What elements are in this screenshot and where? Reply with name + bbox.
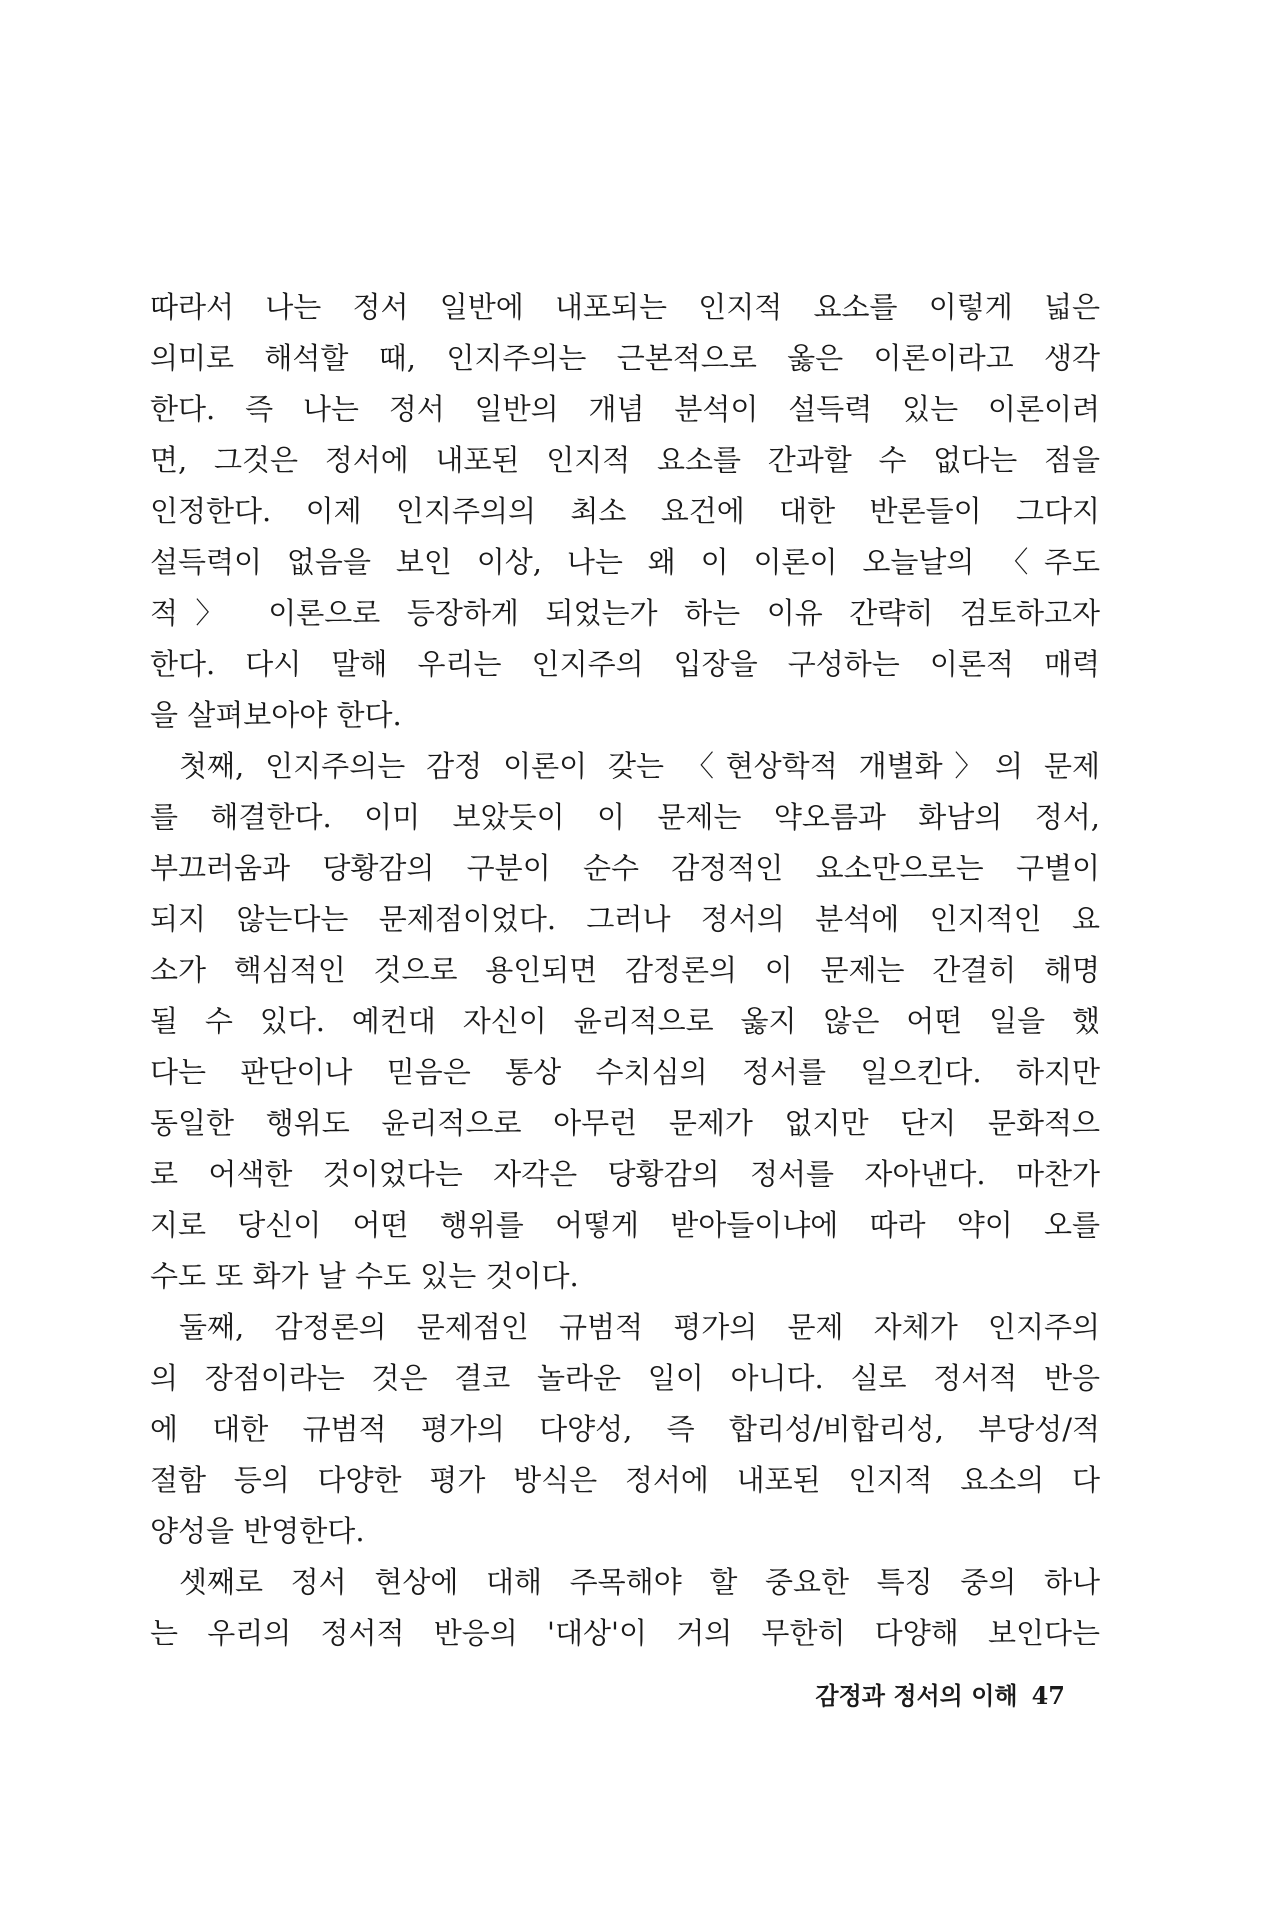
text-line: 을 살펴보아야 한다.: [150, 698, 402, 732]
text-line: 되지 않는다는 문제점이었다. 그러나 정서의 분석에 인지적인 요: [150, 902, 1100, 936]
text-line: 를 해결한다. 이미 보았듯이 이 문제는 약오름과 화남의 정서,: [150, 800, 1100, 834]
text-line: 적〉 이론으로 등장하게 되었는가 하는 이유 간략히 검토하고자: [150, 596, 1100, 630]
text-line: 로 어색한 것이었다는 자각은 당황감의 정서를 자아낸다. 마찬가: [150, 1157, 1100, 1191]
body-text: [150, 282, 1100, 1659]
running-title: 감정과 정서의 이해: [815, 1681, 1018, 1710]
text-line: 에 대한 규범적 평가의 다양성, 즉 합리성/비합리성, 부당성/적: [150, 1412, 1100, 1446]
text-line: 둘째, 감정론의 문제점인 규범적 평가의 문제 자체가 인지주의: [179, 1310, 1100, 1344]
text-line: 한다. 다시 말해 우리는 인지주의 입장을 구성하는 이론적 매력: [150, 647, 1100, 681]
text-line: 양성을 반영한다.: [150, 1514, 365, 1548]
text-line: 수도 또 화가 날 수도 있는 것이다.: [150, 1259, 579, 1293]
text-line: 절함 등의 다양한 평가 방식은 정서에 내포된 인지적 요소의 다: [150, 1463, 1100, 1497]
text-line: 따라서 나는 정서 일반에 내포되는 인지적 요소를 이렇게 넓은: [150, 290, 1100, 324]
text-line: 의 장점이라는 것은 결코 놀라운 일이 아니다. 실로 정서적 반응: [150, 1361, 1100, 1395]
text-line: 동일한 행위도 윤리적으로 아무런 문제가 없지만 단지 문화적으: [150, 1106, 1100, 1140]
text-line: 될 수 있다. 예컨대 자신이 윤리적으로 옳지 않은 어떤 일을 했: [150, 1004, 1100, 1038]
text-line: 셋째로 정서 현상에 대해 주목해야 할 중요한 특징 중의 하나: [179, 1565, 1100, 1599]
text-line: 지로 당신이 어떤 행위를 어떻게 받아들이냐에 따라 약이 오를: [150, 1208, 1100, 1242]
text-line: 부끄러움과 당황감의 구분이 순수 감정적인 요소만으로는 구별이: [150, 851, 1100, 885]
text-line: 면, 그것은 정서에 내포된 인지적 요소를 간과할 수 없다는 점을: [150, 443, 1100, 477]
text-line: 는 우리의 정서적 반응의 '대상'이 거의 무한히 다양해 보인다는: [150, 1616, 1100, 1650]
text-line: 소가 핵심적인 것으로 용인되면 감정론의 이 문제는 간결히 해명: [150, 953, 1100, 987]
text-line: 첫째, 인지주의는 감정 이론이 갖는 〈현상학적 개별화〉의 문제: [179, 749, 1100, 783]
text-line: 설득력이 없음을 보인 이상, 나는 왜 이 이론이 오늘날의 〈주도: [150, 545, 1100, 579]
page-number: 47: [1031, 1681, 1065, 1710]
page-footer: [815, 1676, 1065, 1711]
text-line: 한다. 즉 나는 정서 일반의 개념 분석이 설득력 있는 이론이려: [150, 392, 1100, 426]
text-line: 의미로 해석할 때, 인지주의는 근본적으로 옳은 이론이라고 생각: [150, 341, 1100, 375]
text-line: 다는 판단이나 믿음은 통상 수치심의 정서를 일으킨다. 하지만: [150, 1055, 1100, 1089]
text-line: 인정한다. 이제 인지주의의 최소 요건에 대한 반론들이 그다지: [150, 494, 1100, 528]
